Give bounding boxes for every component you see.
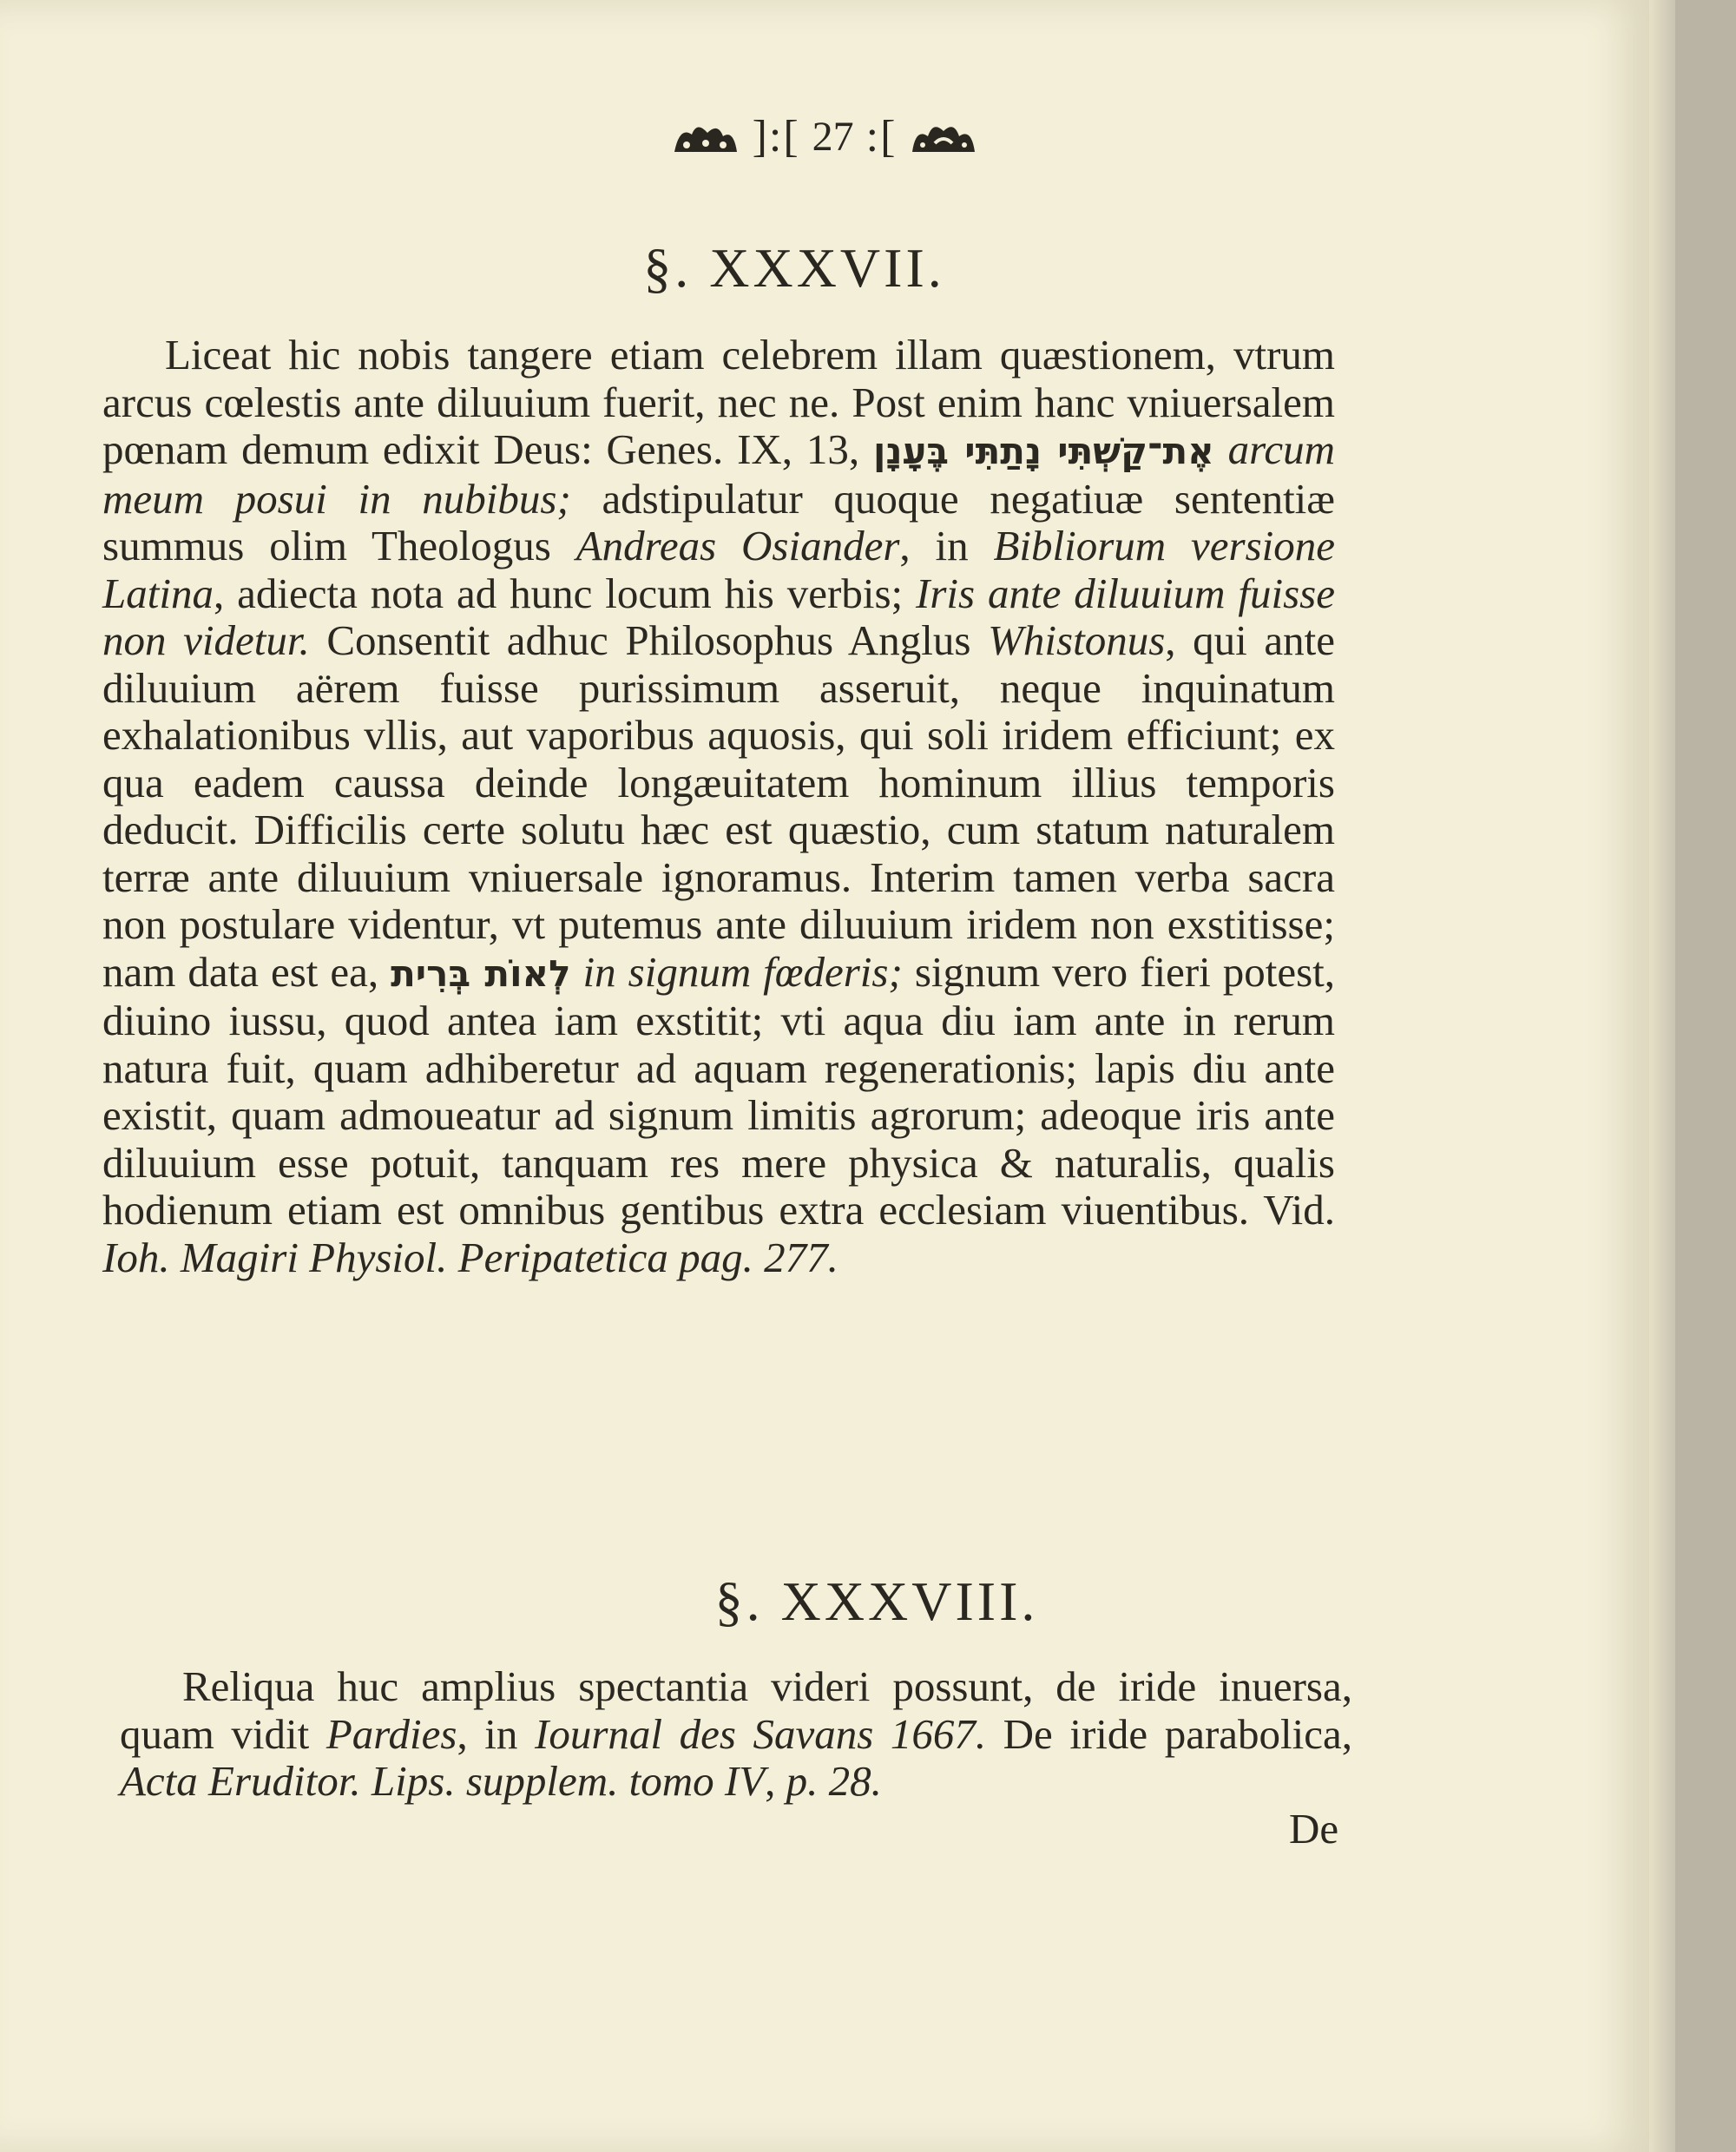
hebrew-quote: אֶת־קַשְׁתִּי נָתַתִּי בֶּעָנָן: [873, 430, 1214, 472]
page-reference: p. 28.: [786, 1757, 882, 1805]
bracket-left: ]:[: [752, 112, 800, 161]
journal-title: Iournal des Savans 1667.: [535, 1709, 987, 1758]
text-run: Consentit adhuc Philosophus Anglus: [326, 616, 971, 664]
running-header: [0, 111, 1649, 162]
section-heading-37: §. XXXVII.: [643, 237, 945, 299]
text-run: De iride parabolica,: [1003, 1709, 1353, 1758]
paragraph-section-37: [102, 332, 1335, 1281]
journal-title: Acta Eruditor. Lips. supplem. tomo IV: [120, 1757, 766, 1805]
hebrew-quote: לְאוֹת בְּרִית: [391, 951, 571, 995]
ornament-right-icon: [909, 117, 978, 157]
paragraph-section-38: [120, 1663, 1352, 1806]
text-run: Reliqua huc amplius spectantia videri possunt, de iride inuersa, quam vidit: [120, 1662, 1352, 1758]
quotation: Iris ante diluuium fuisse non videtur.: [102, 569, 1335, 664]
text-run: , adiecta nota ad hunc locum his verbis;: [213, 569, 904, 617]
section-heading-38: §. XXXVIII.: [714, 1570, 1039, 1632]
text-run: Liceat hic nobis tangere etiam celebrem illam quæstionem, vtrum arcus cœlestis ante diluuium fuerit, nec ne. Post enim hanc vniuersalem pœnam demum edixit Deus: Genes. IX, 13,: [102, 331, 1335, 473]
work-title: Bibliorum versione Latina: [102, 522, 1336, 617]
text-run: adstipulatur quoque negatiuæ sententiæ summus olim Theologus: [102, 474, 1335, 569]
text-run: , qui ante diluuium aërem fuisse purissimum asseruit, neque inquinatum exhalationibus vllis, aut vaporibus aquosis, qui soli iridem efficiunt; ex qua eadem caussa deinde longæuitatem hominum illius temporis deducit. Difficilis certe solutu hæc est quæstio, cum statum naturalem terræ ante diluuium vniuersale ignoramus. Interim tamen verba sacra non postulare videntur, vt putemus ante diluuium iridem non exstitisse; nam data est ea,: [102, 616, 1335, 996]
author-name: Pardies: [326, 1709, 457, 1758]
page-number: 27: [812, 114, 854, 160]
citation: Ioh. Magiri Physiol. Peripatetica pag. 277.: [102, 1233, 838, 1281]
text-run: , in: [899, 522, 969, 569]
author-name: Whistonus: [988, 616, 1166, 664]
text-run: signum vero fieri potest, diuino iussu, quod antea iam exstitit; vti aqua diu iam ante in rerum natura fuit, quam adhiberetur ad aquam regenerationis; lapis diu ante existit, quam admoueatur ad signum limitis agrorum; adeoque iris ante diluuium esse potuit, tanquam res mere physica & naturalis, qualis hodienum etiam est omnibus gentibus extra ecclesiam viuentibus. Vid.: [102, 947, 1336, 1234]
text-run: , in: [457, 1709, 518, 1758]
bracket-right: :[: [865, 112, 898, 161]
italic-run: in signum fœderis;: [582, 947, 903, 996]
text-run: ,: [765, 1757, 776, 1805]
page-edge: [1649, 0, 1675, 2152]
author-name: Andreas Osiander: [575, 522, 900, 569]
ornament-left-icon: [671, 117, 740, 157]
italic-run: arcum meum posui in nubibus;: [102, 425, 1336, 523]
catchword: De: [1289, 1805, 1339, 1853]
